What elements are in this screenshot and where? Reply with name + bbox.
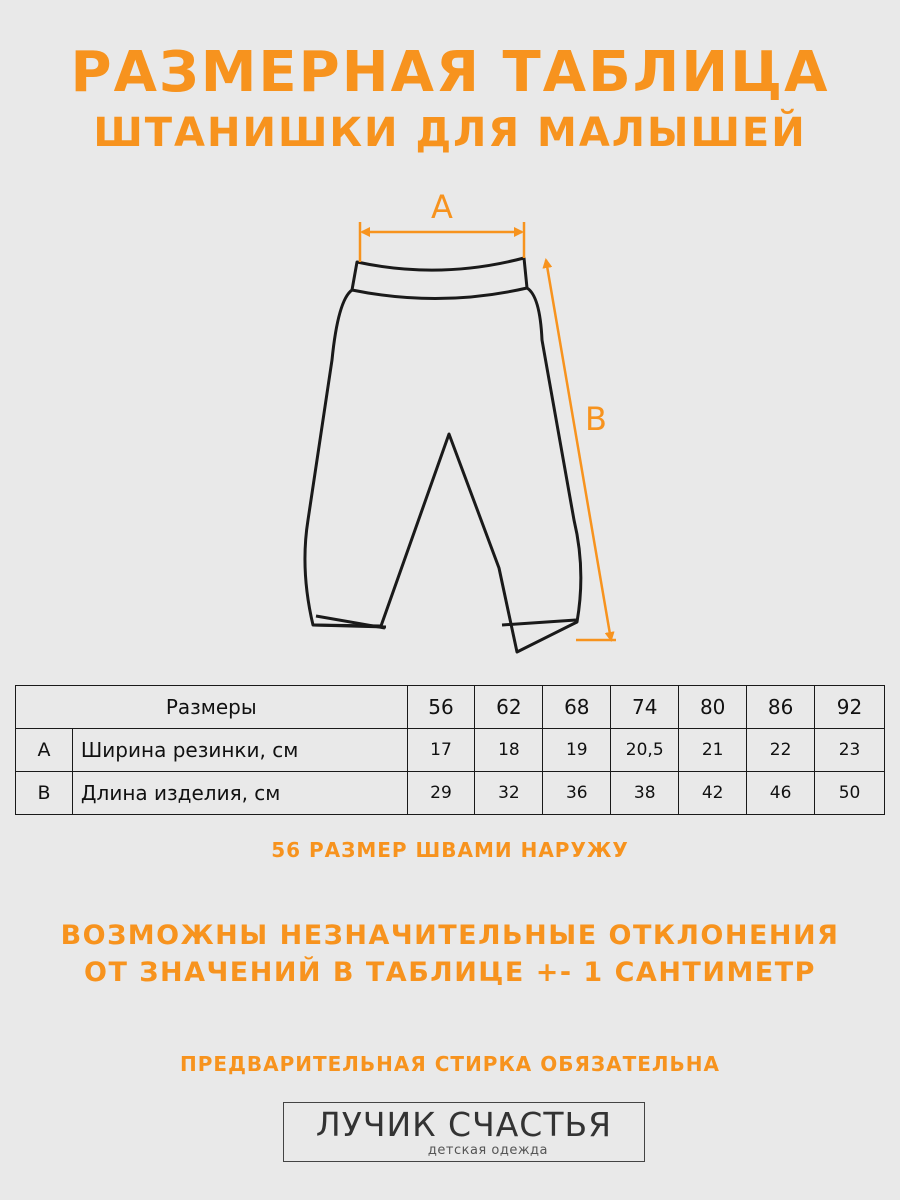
table-cell: 19: [543, 729, 611, 772]
brand-tagline: детская одежда: [427, 1143, 548, 1158]
measure-a-label: A: [431, 188, 453, 226]
size-header: 56: [407, 686, 475, 729]
size-header: 92: [815, 686, 885, 729]
header-label: Размеры: [16, 686, 408, 729]
wash-note: ПРЕДВАРИТЕЛЬНАЯ СТИРКА ОБЯЗАТЕЛЬНА: [180, 1052, 720, 1076]
page-subtitle: ШТАНИШКИ ДЛЯ МАЛЫШЕЙ: [93, 110, 807, 156]
measure-b-label: B: [585, 400, 607, 438]
table-cell: 42: [679, 772, 747, 815]
measure-b-arrow: [546, 260, 611, 640]
table-cell: 23: [815, 729, 885, 772]
table-cell: 32: [475, 772, 543, 815]
size-header: 80: [679, 686, 747, 729]
table-row: [16, 729, 885, 772]
row-code: A: [16, 729, 73, 772]
table-cell: 22: [747, 729, 815, 772]
row-parameter: Длина изделия, см: [72, 772, 407, 815]
deviation-note-line2: ОТ ЗНАЧЕНИЙ В ТАБЛИЦЕ +- 1 САНТИМЕТР: [84, 957, 816, 988]
size-header: 68: [543, 686, 611, 729]
table-cell: 21: [679, 729, 747, 772]
table-header-row: [16, 686, 885, 729]
pants-diagram: [290, 180, 630, 660]
table-row: [16, 772, 885, 815]
deviation-note-line1: ВОЗМОЖНЫ НЕЗНАЧИТЕЛЬНЫЕ ОТКЛОНЕНИЯ: [60, 920, 840, 951]
seams-note: 56 РАЗМЕР ШВАМИ НАРУЖУ: [271, 838, 629, 862]
size-header: 86: [747, 686, 815, 729]
row-parameter: Ширина резинки, см: [72, 729, 407, 772]
size-table: [15, 685, 885, 815]
table-cell: 29: [407, 772, 475, 815]
brand-logo: [283, 1102, 645, 1162]
table-cell: 46: [747, 772, 815, 815]
size-header: 62: [475, 686, 543, 729]
right-cuff-top: [502, 620, 576, 625]
table-cell: 36: [543, 772, 611, 815]
table-cell: 20,5: [611, 729, 679, 772]
row-code: B: [16, 772, 73, 815]
size-header: 74: [611, 686, 679, 729]
waistband-line: [352, 288, 527, 299]
table-cell: 50: [815, 772, 885, 815]
table-cell: 18: [475, 729, 543, 772]
pants-outline: [305, 258, 581, 652]
table-cell: 17: [407, 729, 475, 772]
brand-name: ЛУЧИК СЧАСТЬЯ: [315, 1105, 613, 1144]
table-cell: 38: [611, 772, 679, 815]
page-title: РАЗМЕРНАЯ ТАБЛИЦА: [70, 40, 830, 105]
